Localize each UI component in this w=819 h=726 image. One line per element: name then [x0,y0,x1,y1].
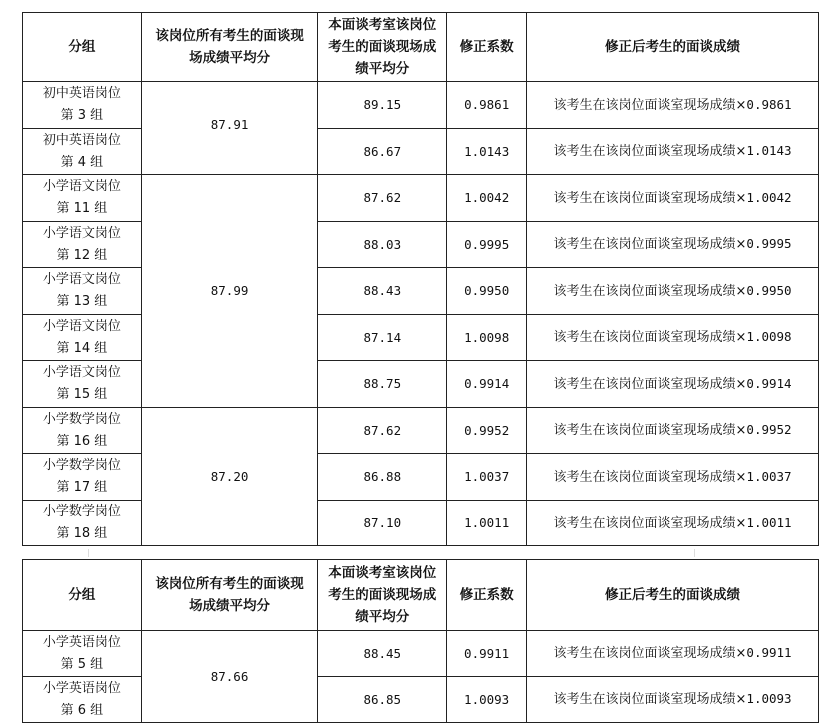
formula-coef: 0.9952 [746,422,792,437]
header-room-avg: 本面谈考室该岗位考生的面谈现场成绩平均分 [318,13,447,82]
formula-text: 该考生在该岗位面谈室现场成绩× [553,469,747,485]
divider [88,549,89,557]
room-avg-cell: 89.15 [318,82,447,129]
group-cell [23,129,142,175]
coef-cell: 1.0037 [447,454,527,501]
table-row [23,631,819,677]
coef-cell: 1.0093 [447,677,527,723]
formula-cell [527,129,819,175]
formula-text: 该考生在该岗位面谈室现场成绩× [553,190,747,206]
formula-cell [527,501,819,546]
group-number: 第 12 组 [56,247,108,263]
group-number: 第 6 组 [60,702,104,718]
group-cell [23,501,142,546]
divider [694,549,695,557]
position-avg-cell: 87.20 [141,408,318,546]
room-avg-cell: 86.85 [318,677,447,723]
coef-cell: 0.9995 [447,222,527,268]
table-header-row [23,560,819,631]
room-avg-cell: 86.67 [318,129,447,175]
formula-text: 该考生在该岗位面谈室现场成绩× [553,237,747,252]
formula-text: 该考生在该岗位面谈室现场成绩× [553,646,747,661]
coef-cell: 0.9914 [447,361,527,408]
room-avg-cell: 86.88 [318,454,447,501]
formula-cell [527,677,819,723]
group-number: 第 11 组 [56,201,108,216]
header-corrected: 修正后考生的面谈成绩 [527,560,819,631]
formula-cell [527,268,819,315]
table-row [23,82,819,129]
header-coef: 修正系数 [447,13,527,82]
formula-text: 该考生在该岗位面谈室现场成绩× [553,423,747,438]
group-cell [23,454,142,501]
group-name: 小学语文岗位 [42,365,121,380]
table-row [23,408,819,454]
coef-cell: 1.0143 [447,129,527,175]
group-number: 第 17 组 [56,480,108,495]
header-group: 分组 [23,560,142,631]
coef-cell: 0.9861 [447,82,527,129]
formula-cell [527,361,819,408]
score-table-1 [22,12,819,546]
formula-text: 该考生在该岗位面谈室现场成绩× [553,692,747,707]
header-position-avg: 该岗位所有考生的面谈现场成绩平均分 [141,560,318,631]
group-cell [23,315,142,361]
room-avg-cell: 88.03 [318,222,447,268]
room-avg-cell: 87.62 [318,175,447,222]
group-number: 第 14 组 [56,340,108,356]
header-corrected: 修正后考生的面谈成绩 [527,13,819,82]
group-name: 初中英语岗位 [42,132,121,148]
formula-text: 该考生在该岗位面谈室现场成绩× [553,144,747,159]
formula-coef: 1.0093 [746,691,792,706]
formula-coef: 1.0037 [746,468,792,484]
group-number: 第 13 组 [56,294,108,309]
formula-text: 该考生在该岗位面谈室现场成绩× [553,330,747,345]
group-name: 小学数学岗位 [42,411,121,427]
group-cell [23,677,142,723]
header-group: 分组 [23,13,142,82]
header-position-avg: 该岗位所有考生的面谈现场成绩平均分 [141,13,318,82]
formula-text: 该考生在该岗位面谈室现场成绩× [553,515,747,531]
formula-coef: 0.9914 [746,375,792,391]
coef-cell: 0.9911 [447,631,527,677]
group-cell [23,82,142,129]
header-room-avg: 本面谈考室该岗位考生的面谈现场成绩平均分 [318,560,447,631]
formula-coef: 1.0098 [746,329,792,344]
formula-cell [527,408,819,454]
formula-cell [527,222,819,268]
group-cell [23,222,142,268]
room-avg-cell: 88.75 [318,361,447,408]
room-avg-cell: 88.45 [318,631,447,677]
score-table-2 [22,559,819,723]
group-number: 第 15 组 [56,387,108,402]
position-avg-cell: 87.99 [141,175,318,408]
group-number: 第 18 组 [56,526,108,541]
formula-coef: 1.0143 [746,143,792,158]
formula-text: 该考生在该岗位面谈室现场成绩× [553,97,747,113]
formula-text: 该考生在该岗位面谈室现场成绩× [553,283,747,299]
group-name: 小学数学岗位 [42,458,121,473]
group-cell [23,361,142,408]
coef-cell: 1.0098 [447,315,527,361]
group-cell [23,408,142,454]
formula-cell [527,82,819,129]
formula-coef: 0.9950 [746,282,792,298]
coef-cell: 0.9952 [447,408,527,454]
group-name: 小学英语岗位 [42,634,121,650]
formula-cell [527,315,819,361]
group-number: 第 5 组 [60,656,104,672]
formula-cell [527,454,819,501]
group-cell [23,175,142,222]
table-header-row [23,13,819,82]
formula-cell [527,175,819,222]
formula-coef: 0.9861 [746,96,792,112]
position-avg-cell: 87.66 [141,631,318,723]
table-row [23,175,819,222]
group-number: 第 16 组 [56,433,108,449]
group-name: 初中英语岗位 [42,86,121,101]
header-coef: 修正系数 [447,560,527,631]
formula-coef: 0.9911 [746,645,792,660]
room-avg-cell: 87.62 [318,408,447,454]
coef-cell: 1.0042 [447,175,527,222]
group-name: 小学语文岗位 [42,179,121,194]
group-name: 小学语文岗位 [42,318,121,334]
coef-cell: 0.9950 [447,268,527,315]
group-cell [23,631,142,677]
group-number: 第 4 组 [60,154,104,170]
position-avg-cell: 87.91 [141,82,318,175]
group-name: 小学英语岗位 [42,680,121,696]
room-avg-cell: 87.10 [318,501,447,546]
formula-text: 该考生在该岗位面谈室现场成绩× [553,376,747,392]
room-avg-cell: 88.43 [318,268,447,315]
group-name: 小学语文岗位 [42,225,121,241]
group-name: 小学语文岗位 [42,272,121,287]
formula-coef: 1.0042 [746,189,792,205]
formula-coef: 0.9995 [746,236,792,251]
group-name: 小学数学岗位 [42,504,121,519]
formula-cell [527,631,819,677]
group-cell [23,268,142,315]
group-number: 第 3 组 [60,108,104,123]
coef-cell: 1.0011 [447,501,527,546]
room-avg-cell: 87.14 [318,315,447,361]
formula-coef: 1.0011 [746,514,792,530]
